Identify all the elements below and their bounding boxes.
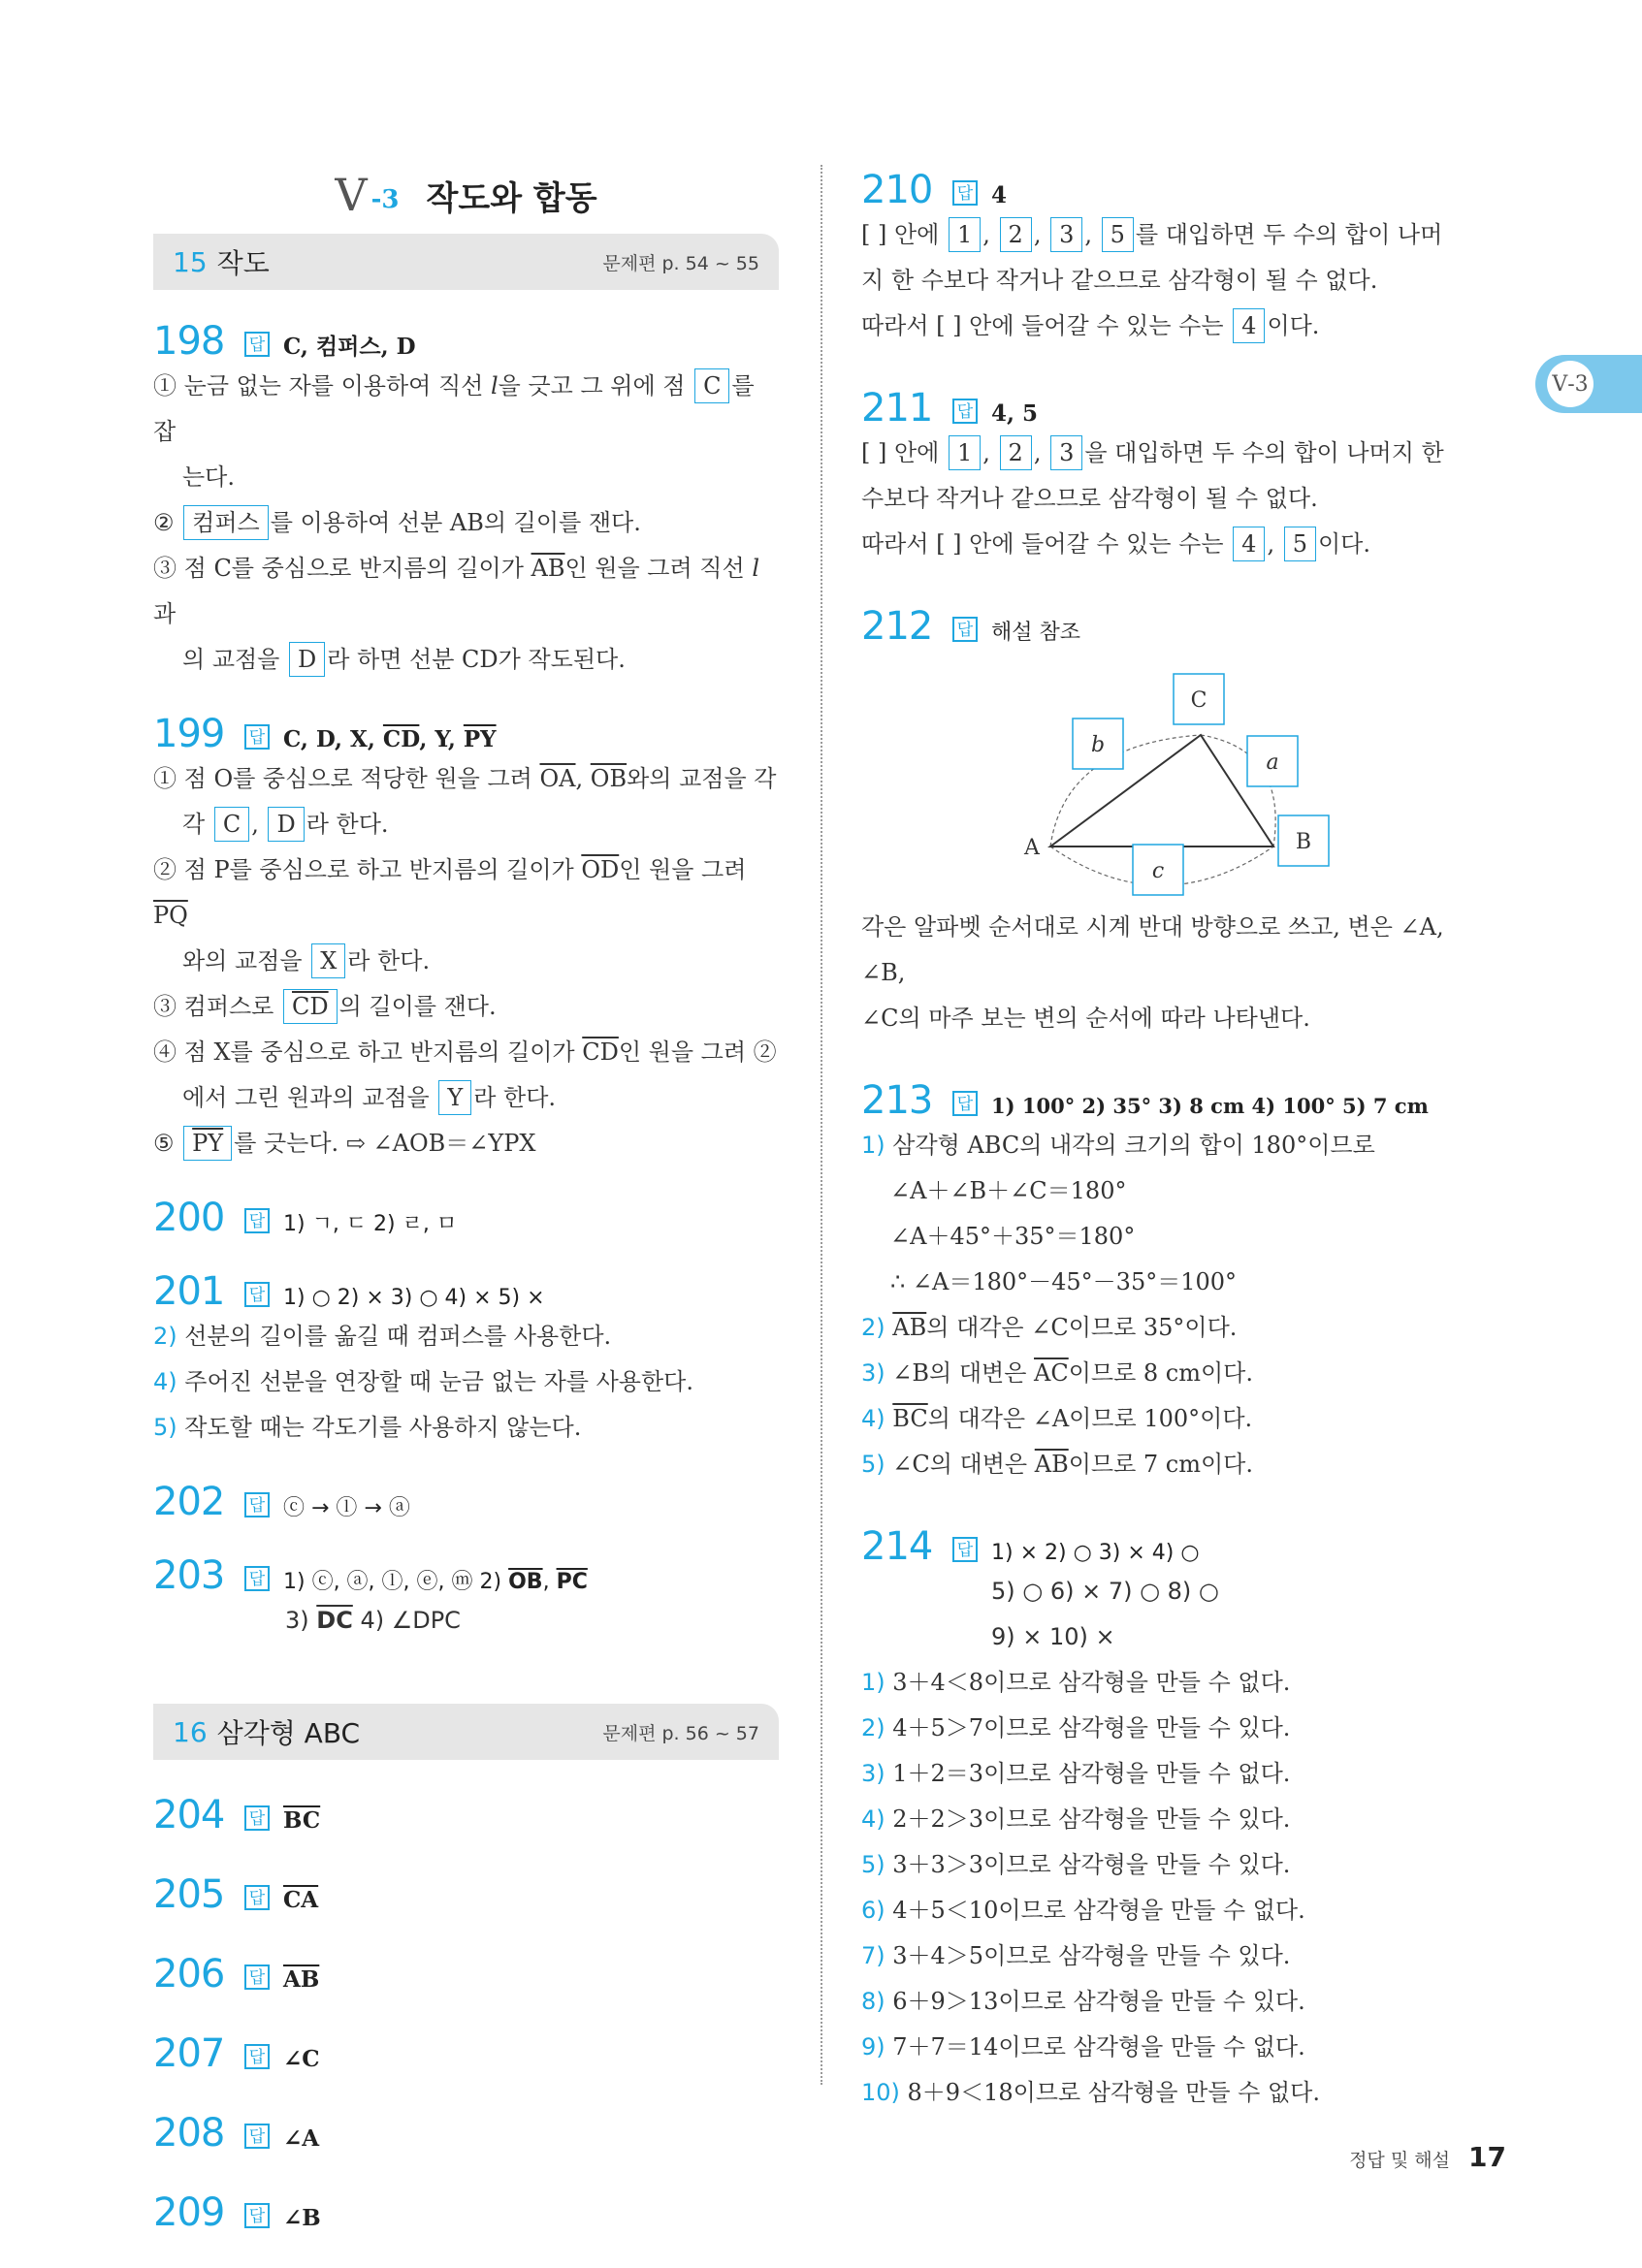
answer-badge: 답 — [244, 1566, 270, 1591]
problem-209 — [153, 2190, 779, 2235]
triangle-diagram — [861, 653, 1492, 905]
side-label-c: c — [1151, 859, 1165, 883]
explanation-line: 7) 3＋4＞5이므로 삼각형을 만들 수 있다. — [861, 1942, 1291, 1969]
explanation-line: 10) 8＋9＜18이므로 삼각형을 만들 수 없다. — [861, 2079, 1320, 2106]
answer-badge: 답 — [244, 2044, 270, 2069]
chapter-sub: -3 — [370, 185, 400, 214]
answer-badge: 답 — [244, 332, 270, 357]
explanation-line: 는다. — [182, 463, 235, 491]
answer-box: 4 — [1233, 308, 1265, 343]
answer-text: $\overline{CA}$ — [283, 1887, 319, 1913]
answer-box: 1 — [949, 435, 981, 470]
explanation-line: 9) 7＋7＝14이므로 삼각형을 만들 수 없다. — [861, 2033, 1305, 2060]
problem-number: 199 — [153, 712, 225, 756]
problem-number: 201 — [153, 1269, 225, 1314]
problem-211 — [861, 386, 1492, 567]
answer-text: 3) $\overline{DC}$ 4) ∠DPC — [285, 1607, 461, 1634]
answer-text: $\overline{AB}$ — [283, 1966, 320, 1993]
problem-number: 198 — [153, 319, 225, 364]
explanation-line: ① 점 O를 중심으로 적당한 원을 그려 $\overline{OA}$, $\overline{OB}$와의 교점을 각 — [153, 765, 777, 792]
answer-box: $\overline{PY}$ — [183, 1126, 232, 1161]
answer-box: D — [289, 642, 325, 677]
explanation-line: ③ 점 C를 중심으로 반지름의 길이가 $\overline{AB}$인 원을 그려 직선 l과 — [153, 555, 759, 627]
answer-box: 컴퍼스 — [183, 505, 269, 540]
explanation-line: 3) 1＋2＝3이므로 삼각형을 만들 수 없다. — [861, 1760, 1291, 1787]
explanation-line: 1) 3＋4＜8이므로 삼각형을 만들 수 없다. — [861, 1669, 1291, 1696]
answer-text: 5) ○ 6) × 7) ○ 8) ○ — [991, 1578, 1219, 1605]
section-number: 15 — [173, 245, 208, 278]
explanation-line: 5) ∠C의 대변은 $\overline{AB}$이므로 7 cm이다. — [861, 1451, 1253, 1478]
explanation-line: ④ 점 X를 중심으로 하고 반지름의 길이가 $\overline{CD}$인 원을 그려 ② — [153, 1038, 777, 1066]
section-bar — [153, 1704, 779, 1760]
problem-number: 206 — [153, 1952, 225, 1996]
footer-label: 정답 및 해설 — [1349, 2150, 1450, 2171]
explanation-line: 각은 알파벳 순서대로 시계 반대 방향으로 쓰고, 변은 ∠A, ∠B, — [861, 913, 1444, 986]
chapter-name: 작도와 합동 — [426, 178, 597, 218]
answer-box: 1 — [949, 217, 981, 252]
answer-text: 1) ⓒ, ⓐ, ⓛ, ⓔ, ⓜ 2) $\overline{OB}$, $\overline{PC}$ — [283, 1570, 588, 1594]
answer-badge: 답 — [244, 1492, 270, 1517]
problem-number: 203 — [153, 1553, 225, 1598]
explanation-line: 5) 작도할 때는 각도기를 사용하지 않는다. — [153, 1414, 582, 1441]
answer-box: 3 — [1050, 217, 1082, 252]
answer-box: 4 — [1233, 527, 1265, 561]
answer-box: 2 — [1000, 435, 1032, 470]
explanation-line: [ ] 안에 1 , 2 , 3 , 5 를 대입하면 두 수의 합이 나머 — [861, 212, 1492, 258]
problem-213 — [861, 1078, 1492, 1487]
answer-box: C — [694, 368, 729, 403]
answer-badge: 답 — [244, 2203, 270, 2228]
section-ref: 문제편 p. 56 ~ 57 — [602, 1722, 759, 1744]
explanation-line: 2) 4＋5＞7이므로 삼각형을 만들 수 있다. — [861, 1714, 1291, 1741]
problem-212 — [861, 604, 1492, 1041]
problem-number: 211 — [861, 386, 933, 431]
chapter-roman: Ⅴ — [335, 169, 368, 221]
answer-badge: 답 — [952, 399, 978, 424]
problem-204 — [153, 1793, 779, 1837]
explanation-line: ∠A＋45°＋35°＝180° — [890, 1223, 1136, 1250]
explanation-line: 8) 6＋9＞13이므로 삼각형을 만들 수 있다. — [861, 1988, 1305, 2015]
explanation-line: 에서 그린 원과의 교점을 Y 라 한다. — [153, 1075, 779, 1121]
explanation-line: 각 C , D 라 한다. — [153, 802, 779, 847]
explanation-line: ∠C의 마주 보는 변의 순서에 따라 나타낸다. — [861, 1005, 1310, 1032]
section-number: 16 — [173, 1715, 208, 1748]
explanation-line: ① 눈금 없는 자를 이용하여 직선 l을 긋고 그 위에 점 C 를 잡 — [153, 364, 779, 455]
answer-text: 1) ㄱ, ㄷ 2) ㄹ, ㅁ — [283, 1212, 458, 1236]
section-title: 작도 — [216, 247, 270, 279]
answer-badge: 답 — [244, 1282, 270, 1307]
problem-207 — [153, 2031, 779, 2076]
answer-text: C, D, X, $\overline{CD}$, Y, $\overline{PY}$ — [283, 726, 497, 752]
problem-number: 200 — [153, 1196, 225, 1240]
answer-text: $\overline{BC}$ — [283, 1807, 321, 1834]
answer-badge: 답 — [244, 1885, 270, 1910]
problem-number: 213 — [861, 1078, 933, 1123]
page-number: 17 — [1468, 2141, 1506, 2173]
problem-number: 202 — [153, 1480, 225, 1524]
explanation-line: 지 한 수보다 작거나 같으므로 삼각형이 될 수 없다. — [861, 267, 1378, 294]
explanation-line: ∠A＋∠B＋∠C＝180° — [890, 1177, 1127, 1204]
answer-text: 4, 5 — [991, 400, 1039, 427]
chapter-title — [153, 160, 779, 230]
answer-box: 5 — [1102, 217, 1134, 252]
answer-box: D — [268, 807, 304, 842]
explanation-line: 2) $\overline{AB}$의 대각은 ∠C이므로 35°이다. — [861, 1314, 1238, 1341]
explanation-line: 의 교점을 D 라 하면 선분 CD가 작도된다. — [153, 637, 779, 683]
vertex-label-c: C — [1190, 688, 1207, 713]
explanation-line: 3) ∠B의 대변은 $\overline{AC}$이므로 8 cm이다. — [861, 1359, 1253, 1387]
vertex-label-a: A — [1024, 836, 1040, 860]
explanation-line: 4) 2＋2＞3이므로 삼각형을 만들 수 있다. — [861, 1805, 1291, 1833]
answer-badge: 답 — [244, 724, 270, 750]
section-ref: 문제편 p. 54 ~ 55 — [602, 252, 759, 274]
problem-200 — [153, 1196, 779, 1240]
answer-text: 4 — [991, 182, 1008, 208]
problem-number: 204 — [153, 1793, 225, 1837]
explanation-line: 2) 선분의 길이를 옮길 때 컴퍼스를 사용한다. — [153, 1323, 612, 1350]
right-column — [861, 160, 1492, 2116]
answer-box: X — [311, 943, 345, 978]
explanation-line: 5) 3＋3＞3이므로 삼각형을 만들 수 있다. — [861, 1851, 1291, 1878]
explanation-line: 1) 삼각형 ABC의 내각의 크기의 합이 180°이므로 — [861, 1132, 1375, 1159]
explanation-line: 따라서 [ ] 안에 들어갈 수 있는 수는 4 , 5 이다. — [861, 522, 1492, 567]
explanation-line: 따라서 [ ] 안에 들어갈 수 있는 수는 4 이다. — [861, 303, 1492, 349]
answer-text: 9) × 10) × — [991, 1623, 1115, 1650]
side-label-a: a — [1266, 751, 1279, 775]
answer-box: Y — [438, 1080, 471, 1115]
answer-badge: 답 — [952, 617, 978, 642]
answer-badge: 답 — [244, 1208, 270, 1233]
explanation-line: 4) 주어진 선분을 연장할 때 눈금 없는 자를 사용한다. — [153, 1368, 693, 1395]
problem-number: 214 — [861, 1524, 933, 1569]
answer-badge: 답 — [244, 1805, 270, 1831]
problem-number: 210 — [861, 168, 933, 212]
problem-number: 205 — [153, 1872, 225, 1917]
answer-badge: 답 — [952, 180, 978, 206]
explanation-line: 4) $\overline{BC}$의 대각은 ∠A이므로 100°이다. — [861, 1405, 1253, 1432]
answer-box: 2 — [1000, 217, 1032, 252]
answer-text: ∠B — [283, 2205, 321, 2231]
answer-text: 1) 100° 2) 35° 3) 8 cm 4) 100° 5) 7 cm — [991, 1094, 1429, 1118]
answer-box: 5 — [1284, 527, 1316, 561]
page-footer — [1349, 2141, 1506, 2173]
side-tab-label: Ⅴ-3 — [1547, 361, 1594, 407]
problem-208 — [153, 2111, 779, 2156]
problem-number: 212 — [861, 604, 933, 649]
answer-text: 1) × 2) ○ 3) × 4) ○ — [991, 1541, 1200, 1565]
answer-badge: 답 — [952, 1091, 978, 1116]
answer-badge: 답 — [244, 2124, 270, 2149]
answer-text: 1) ○ 2) × 3) ○ 4) × 5) × — [283, 1286, 545, 1310]
answer-box: $\overline{CD}$ — [283, 989, 338, 1024]
side-tab — [1535, 355, 1642, 413]
problem-206 — [153, 1952, 779, 1996]
explanation-line: [ ] 안에 1 , 2 , 3 을 대입하면 두 수의 합이 나머지 한 — [861, 431, 1492, 476]
explanation-line: ⑤ $\overline{PY}$ 를 긋는다. ⇨ ∠AOB＝∠YPX — [153, 1121, 779, 1166]
left-column — [153, 160, 779, 2235]
answer-text: ⓒ → ⓛ → ⓐ — [283, 1496, 410, 1520]
problem-205 — [153, 1872, 779, 1917]
problem-203 — [153, 1553, 779, 1644]
explanation-line: ② 컴퍼스 를 이용하여 선분 AB의 길이를 잰다. — [153, 500, 779, 546]
triangle-figure — [861, 653, 1492, 905]
explanation-line: 와의 교점을 X 라 한다. — [153, 939, 779, 984]
explanation-line: ② 점 P를 중심으로 하고 반지름의 길이가 $\overline{OD}$인 원을 그려 $\overline{PQ}$ — [153, 856, 747, 929]
explanation-line: 6) 4＋5＜10이므로 삼각형을 만들 수 없다. — [861, 1897, 1305, 1924]
problem-214 — [861, 1524, 1492, 2116]
problem-number: 208 — [153, 2111, 225, 2156]
problem-198 — [153, 319, 779, 683]
column-divider — [821, 165, 822, 2085]
problem-201 — [153, 1269, 779, 1451]
answer-text: 해설 참조 — [991, 621, 1081, 645]
answer-text: C, 컴퍼스, D — [283, 334, 416, 360]
section-title: 삼각형 ABC — [216, 1717, 361, 1749]
explanation-line: ③ 컴퍼스로 $\overline{CD}$ 의 길이를 잰다. — [153, 984, 779, 1030]
answer-text: ∠C — [283, 2046, 320, 2072]
problem-202 — [153, 1480, 779, 1524]
explanation-list — [861, 1660, 1492, 2116]
answer-text: ∠A — [283, 2125, 320, 2152]
section-bar — [153, 234, 779, 290]
answer-badge: 답 — [952, 1537, 978, 1562]
problem-199 — [153, 712, 779, 1166]
answer-box: 3 — [1050, 435, 1082, 470]
explanation-line: 수보다 작거나 같으므로 삼각형이 될 수 없다. — [861, 485, 1318, 512]
problem-210 — [861, 168, 1492, 349]
problem-number: 207 — [153, 2031, 225, 2076]
answer-box: C — [214, 807, 249, 842]
answer-badge: 답 — [244, 1965, 270, 1990]
problem-number: 209 — [153, 2190, 225, 2235]
side-label-b: b — [1090, 733, 1106, 757]
explanation-line: ∴ ∠A＝180°－45°－35°＝100° — [890, 1268, 1238, 1295]
vertex-label-b: B — [1295, 830, 1312, 854]
